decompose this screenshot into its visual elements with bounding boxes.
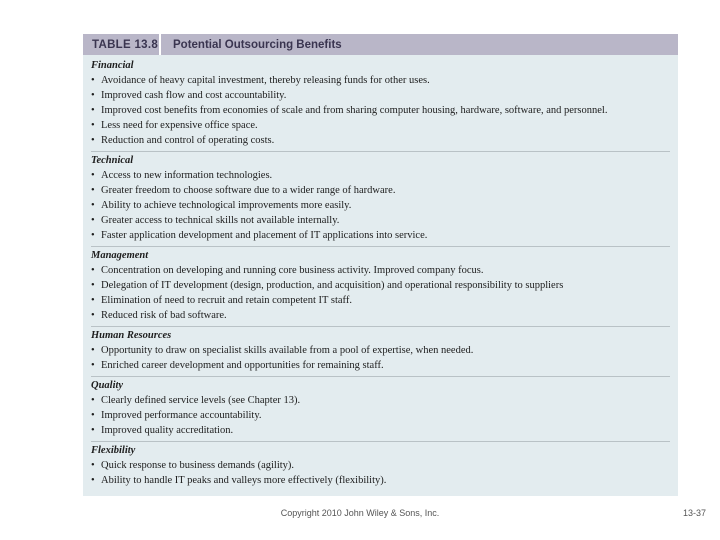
section-heading: Financial [91, 60, 134, 71]
bullet-list [91, 73, 670, 148]
list-item: • Quick response to business demands (agility). [91, 458, 670, 473]
section-management [91, 246, 670, 323]
bullet-list [91, 168, 670, 243]
list-item: • Improved cost benefits from economies of scale and from sharing computer housing, hardware, software, and personnel. [91, 103, 670, 118]
list-item: • Faster application development and placement of IT applications into service. [91, 228, 670, 243]
table-header [83, 34, 678, 55]
list-item: • Greater access to technical skills not available internally. [91, 213, 670, 228]
list-item: • Concentration on developing and running core business activity. Improved company focus. [91, 263, 670, 278]
section-financial [91, 57, 670, 148]
list-item: • Elimination of need to recruit and retain competent IT staff. [91, 293, 670, 308]
list-item: • Improved performance accountability. [91, 408, 670, 423]
list-item: • Delegation of IT development (design, production, and acquisition) and operational responsibility to suppliers [91, 278, 670, 293]
list-item: • Improved quality accreditation. [91, 423, 670, 438]
bullet-list [91, 393, 670, 438]
bullet-list [91, 263, 670, 323]
list-item: • Clearly defined service levels (see Chapter 13). [91, 393, 670, 408]
table-title: Potential Outsourcing Benefits [173, 38, 342, 51]
list-item: • Access to new information technologies. [91, 168, 670, 183]
page-number: 13-37 [682, 508, 706, 518]
section-heading: Human Resources [91, 330, 172, 341]
list-item: • Ability to achieve technological improvements more easily. [91, 198, 670, 213]
list-item: • Reduction and control of operating costs. [91, 133, 670, 148]
section-heading: Flexibility [91, 445, 136, 456]
section-technical [91, 151, 670, 243]
section-quality [91, 376, 670, 438]
section-human-resources [91, 326, 670, 373]
list-item: • Less need for expensive office space. [91, 118, 670, 133]
list-item: • Reduced risk of bad software. [91, 308, 670, 323]
list-item: • Avoidance of heavy capital investment, thereby releasing funds for other uses. [91, 73, 670, 88]
section-flexibility [91, 441, 670, 488]
bullet-list [91, 343, 670, 373]
section-heading: Technical [91, 155, 134, 166]
table-body [83, 55, 678, 488]
list-item: • Enriched career development and opportunities for remaining staff. [91, 358, 670, 373]
section-heading: Quality [91, 380, 124, 391]
copyright-notice: Copyright 2010 John Wiley & Sons, Inc. [280, 508, 440, 518]
list-item: • Ability to handle IT peaks and valleys more effectively (flexibility). [91, 473, 670, 488]
list-item: • Improved cash flow and cost accountability. [91, 88, 670, 103]
outsourcing-benefits-table [83, 34, 678, 496]
section-heading: Management [91, 250, 149, 261]
list-item: • Opportunity to draw on specialist skills available from a pool of expertise, when needed. [91, 343, 670, 358]
bullet-list [91, 458, 670, 488]
list-item: • Greater freedom to choose software due to a wider range of hardware. [91, 183, 670, 198]
table-number: TABLE 13.8 [92, 38, 159, 51]
